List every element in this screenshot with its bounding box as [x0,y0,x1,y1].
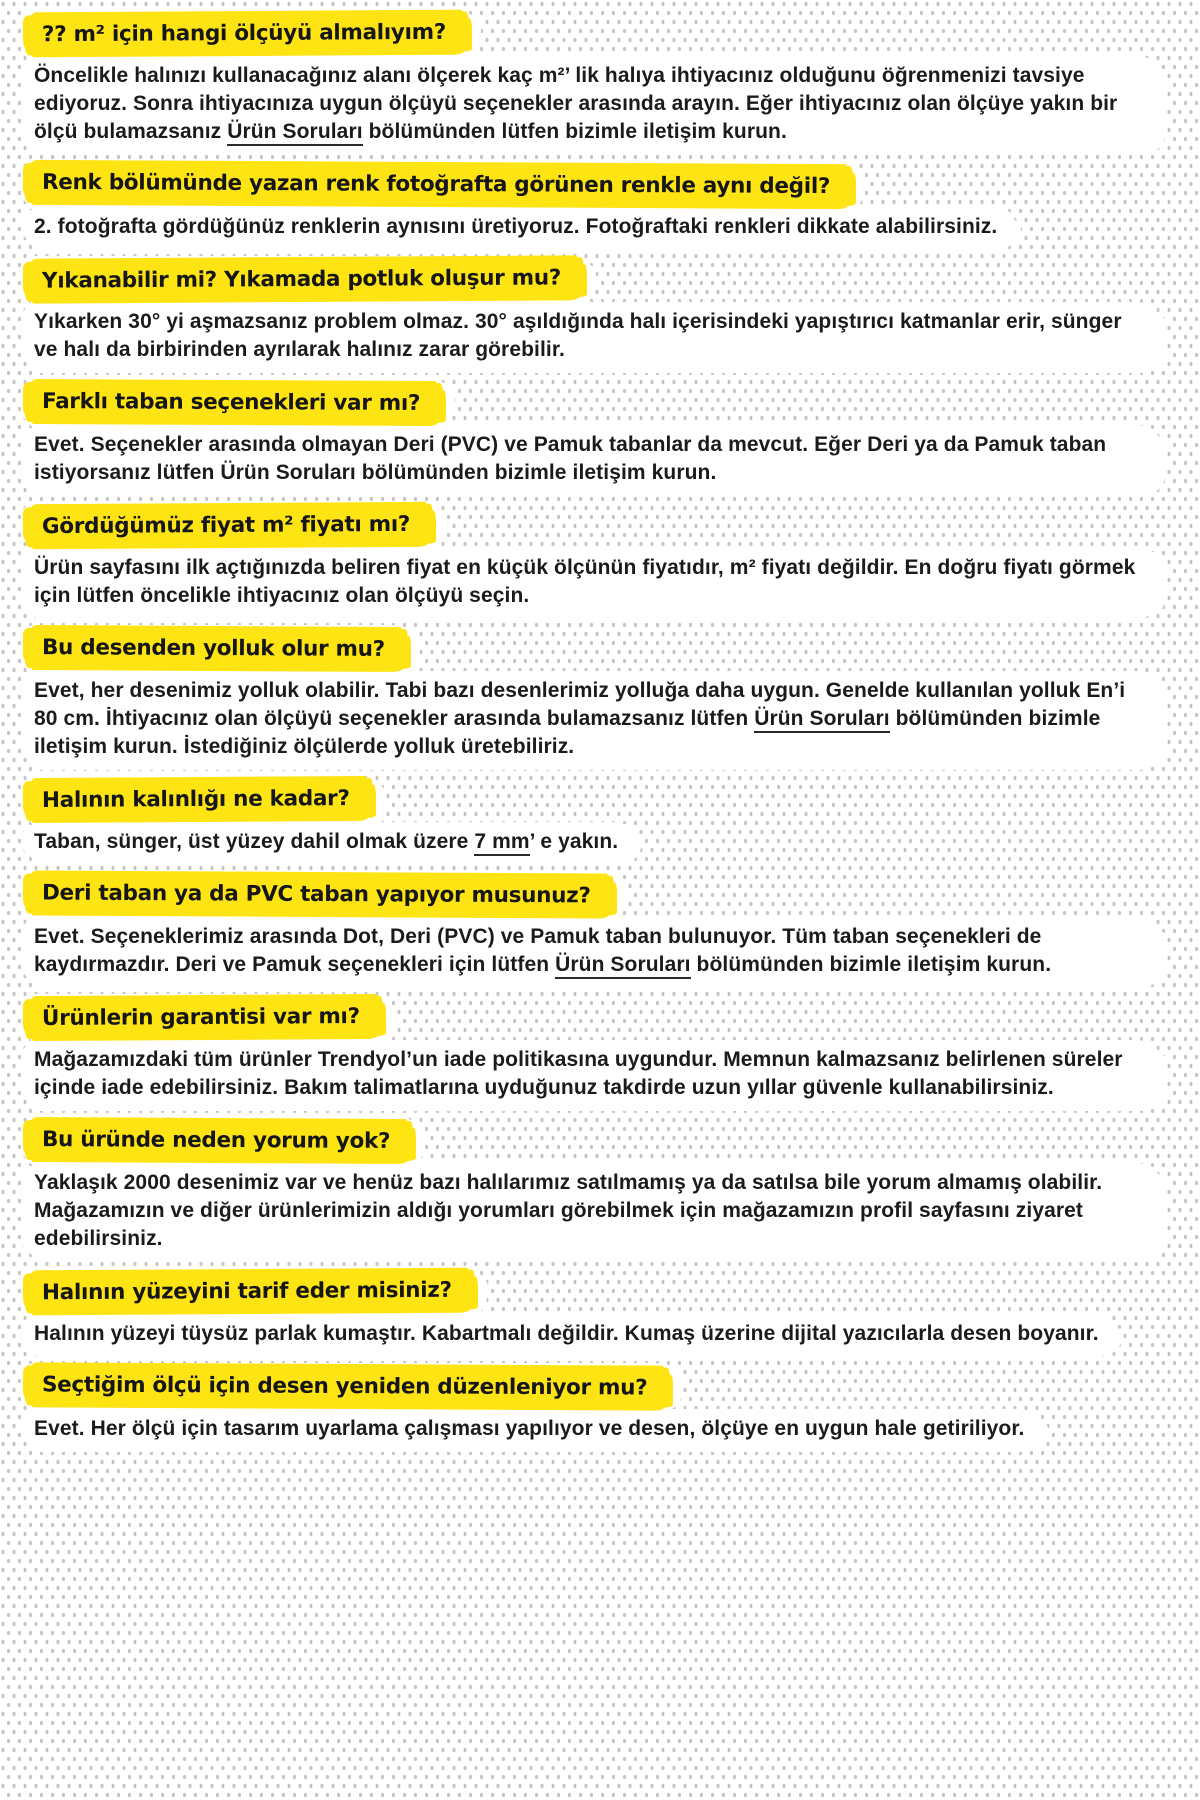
answer-text: Öncelikle halınızı kullanacağınız alanı ölçerek kaç m²’ lik halıya ihtiyacınız olduğunu öğrenmenizi tavsiye ediyoruz. Sonra ihtiyacınıza uygun ölçüyü seçenekler arasında arayın. Eğer ihtiyacınız olan ölçüye yakın bir ölçü bulamazsanız [34,64,1118,143]
answer-paper-blob [28,428,1160,493]
faq-question: Farklı taban seçenekleri var mı? [41,388,421,416]
faq-section [26,1363,1170,1449]
faq-answer [34,431,1142,487]
answer-paper-blob [28,1412,1042,1449]
faq-section [26,502,1170,616]
faq-question: Deri taban ya da PVC taban yapıyor musunuz? [41,880,591,909]
question-highlight [28,779,370,820]
faq-answer [34,1415,1024,1443]
question-highlight [28,258,581,300]
answer-text: ’ e yakın. [529,830,619,853]
faq-question: Bu desenden yolluk olur mu? [41,635,385,662]
answer-paper-blob [28,1043,1160,1108]
question-paper-blob [26,502,440,549]
question-highlight [28,163,850,206]
answer-text: Mağazamızdaki tüm ürünler Trendyol’un iade politikasına uygundur. Memnun kalmazsanız belirlenen süreler içinde iade edebilirsiniz. Bakım talimatlarına uyduğunuz takdirde uzun yıllar güvenle kullanabilirsiniz. [34,1048,1123,1099]
question-paper-blob [26,776,380,823]
question-paper-blob [26,10,476,57]
underlined-text: Ürün Soruları [555,953,690,979]
faq-question: Yıkanabilir mi? Yıkamada potluk oluşur mu? [41,265,562,294]
faq-answer [34,828,618,856]
answer-paper-blob [28,1317,1117,1354]
answer-text: Ürün sayfasını ilk açtığınızda beliren fiyat en küçük ölçünün fiyatıdır, m² fiyatı değildir. En doğru fiyatı görmek için lütfen öncelikle ihtiyacınız olan ölçüyü seçin. [34,556,1136,607]
faq-section [26,871,1170,985]
faq-section [26,10,1170,152]
faq-question: Gördüğümüz fiyat m² fiyatı mı? [41,511,411,540]
answer-text: Yaklaşık 2000 desenimiz var ve henüz bazı halılarımız satılmamış ya da satılsa bile yorum almamış olabilir. Mağazamızın ve diğer ürünlerimizin aldığı yorumları görebilmek için mağazamızın profil sayfasını ziyaret edebilirsiniz. [34,1171,1103,1250]
faq-section [26,625,1170,767]
question-paper-blob [26,379,450,426]
question-paper-blob [26,256,591,303]
faq-question: Renk bölümünde yazan renk fotoğrafta görünen renkle aynı değil? [41,169,831,200]
faq-question: Halının yüzeyini tarif eder misiniz? [41,1277,452,1306]
question-paper-blob [26,871,621,918]
faq-answer [34,62,1142,146]
answer-text: Taban, sünger, üst yüzey dahil olmak üzere [34,830,475,853]
answer-paper-blob [28,551,1160,616]
answer-paper-blob [28,825,636,862]
faq-section [26,1117,1170,1259]
question-highlight [28,505,430,546]
faq-answer [34,213,997,241]
question-highlight [28,1271,472,1313]
answer-paper-blob [28,59,1160,152]
faq-question: Seçtiğim ölçü için desen yeniden düzenleniyor mu? [41,1372,648,1401]
faq-answer [34,1169,1142,1253]
underlined-text: Ürün Soruları [227,120,362,146]
faq-question: Halının kalınlığı ne kadar? [41,786,350,813]
answer-text: bölümünden lütfen bizimle iletişim kurun. [362,120,787,143]
faq-answer [34,923,1142,979]
faq-section [26,161,1170,247]
faq-answer [34,677,1142,761]
answer-text: Halının yüzeyi tüysüz parlak kumaştır. Kabartmalı değildir. Kumaş üzerine dijital yazıcılarla desen boyanır. [34,1322,1099,1345]
faq-section [26,379,1170,493]
question-paper-blob [26,994,390,1041]
question-highlight [28,873,611,915]
faq-question: ?? m² için hangi ölçüyü almalıyım? [41,19,447,48]
answer-paper-blob [28,305,1160,370]
faq-answer [34,1320,1099,1348]
underlined-text: Ürün Soruları [754,707,889,733]
faq-section [26,1268,1170,1354]
answer-paper-blob [28,674,1160,767]
faq-question: Bu üründe neden yorum yok? [41,1127,391,1154]
answer-text: Evet, her desenimiz yolluk olabilir. Tabi bazı desenlerimiz yolluğa daha uygun. Genelde kullanılan yolluk En’i 80 cm. İhtiyacınız olan ölçüyü seçenekler arasında bulamazsanız lütfen [34,679,1126,730]
question-highlight [28,382,440,423]
faq-list [26,10,1170,1449]
answer-paper-blob [28,210,1015,247]
question-highlight [28,1120,410,1161]
question-highlight [28,13,466,55]
answer-paper-blob [28,1166,1160,1259]
question-highlight [28,628,405,669]
question-paper-blob [26,625,415,672]
question-paper-blob [26,1268,482,1315]
faq-answer [34,1046,1142,1102]
answer-text: bölümünden bizimle iletişim kurun. [690,953,1052,976]
answer-text: Evet. Seçenekler arasında olmayan Deri (PVC) ve Pamuk tabanlar da mevcut. Eğer Deri ya da Pamuk taban istiyorsanız lütfen Ürün Soruları bölümünden bizimle iletişim kurun. [34,433,1107,484]
underlined-text: 7 mm [474,830,529,856]
question-paper-blob [26,161,860,208]
faq-section [26,994,1170,1108]
answer-text: 2. fotoğrafta gördüğünüz renklerin aynısını üretiyoruz. Fotoğraftaki renkleri dikkate alabilirsiniz. [34,215,998,238]
faq-answer [34,554,1142,610]
answer-text: Yıkarken 30° yi aşmazsanız problem olmaz. 30° aşıldığında halı içerisindeki yapıştırıcı katmanlar erir, sünger ve halı da birbirinden ayrılarak halınız zarar görebilir. [34,310,1122,361]
answer-text: bölümünden bizimle iletişim kurun. İstediğiniz ölçülerde yolluk üretebiliriz. [34,707,1101,758]
answer-text: Evet. Her ölçü için tasarım uyarlama çalışması yapılıyor ve desen, ölçüye en uygun hale getiriliyor. [34,1417,1025,1440]
question-paper-blob [26,1363,677,1410]
faq-section [26,776,1170,862]
answer-paper-blob [28,920,1160,985]
faq-question: Ürünlerin garantisi var mı? [41,1004,360,1031]
question-highlight [28,1365,668,1407]
question-paper-blob [26,1117,420,1164]
faq-section [26,256,1170,370]
answer-text: Evet. Seçeneklerimiz arasında Dot, Deri (PVC) ve Pamuk taban bulunuyor. Tüm taban seçenekleri de kaydırmazdır. Deri ve Pamuk seçenekleri için lütfen [34,925,1042,976]
question-highlight [28,997,380,1038]
faq-answer [34,308,1142,364]
